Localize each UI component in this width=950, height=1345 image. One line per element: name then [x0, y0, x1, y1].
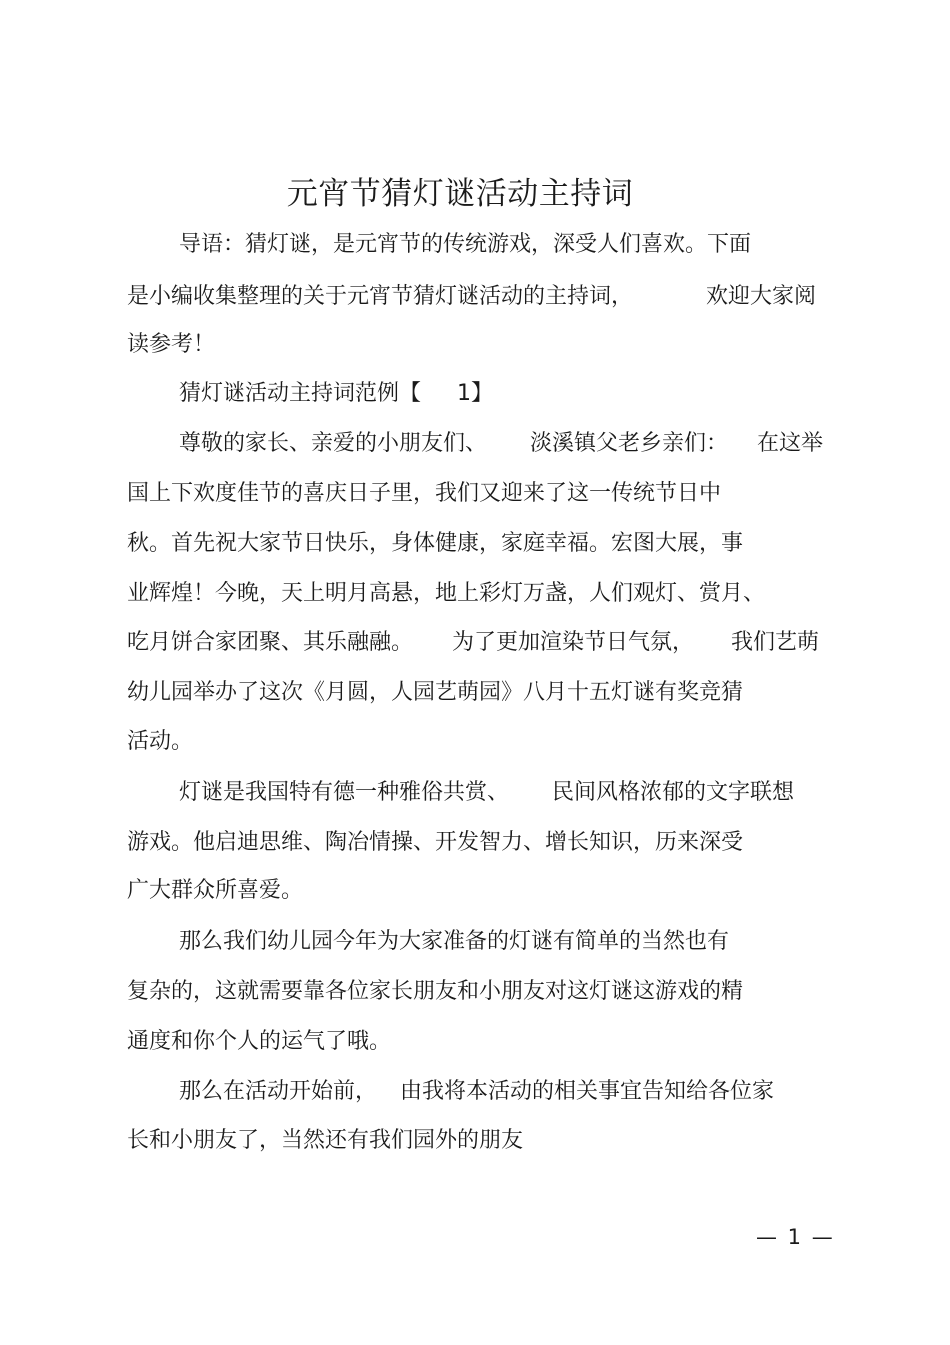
paragraph-line: 复杂的，这就需要靠各位家长朋友和小朋友对这灯谜这游戏的精: [127, 979, 744, 1004]
line-segment: 淡溪镇父老乡亲们：: [530, 431, 729, 456]
line-segment: 民间风格浓郁的文字联想: [552, 780, 795, 805]
line-segment: 为了更加渲染节日气氛，: [452, 630, 695, 655]
heading-number: 1】: [457, 381, 493, 406]
line-segment: 尊敬的家长、亲爱的小朋友们、: [179, 431, 488, 456]
line-segment: 欢迎大家阅: [706, 284, 817, 309]
paragraph-line: 幼儿园举办了这次《月圆，人园艺萌园》八月十五灯谜有奖竞猜: [127, 680, 744, 705]
paragraph-line: 通度和你个人的运气了哦。: [127, 1029, 392, 1054]
line-segment: 我们艺萌: [731, 630, 820, 655]
paragraph-line: 游戏。他启迪思维、陶冶情操、开发智力、增长知识，历来深受: [127, 830, 744, 855]
line-segment: 由我将本活动的相关事宜告知给各位家: [400, 1079, 775, 1104]
paragraph-line: 秋。首先祝大家节日快乐，身体健康，家庭幸福。宏图大展，事: [127, 531, 744, 556]
paragraph-line: 业辉煌！今晚，天上明月高悬，地上彩灯万盏，人们观灯、赏月、: [127, 581, 766, 606]
heading-text: 猜灯谜活动主持词范例【: [179, 381, 422, 406]
paragraph-line: 广大群众所喜爱。: [127, 878, 304, 903]
paragraph-line: 那么我们幼儿园今年为大家准备的灯谜有简单的当然也有: [179, 929, 730, 954]
paragraph-line: 读参考！: [127, 332, 216, 357]
paragraph-line: 导语：猜灯谜，是元宵节的传统游戏，深受人们喜欢。下面: [179, 232, 752, 257]
line-segment: 吃月饼合家团聚、其乐融融。: [127, 630, 414, 655]
line-segment: 灯谜是我国特有德一种雅俗共赏、: [179, 780, 510, 805]
paragraph-line: 活动。: [127, 729, 194, 754]
document-title: 元宵节猜灯谜活动主持词: [286, 176, 634, 212]
page-number: — 1 —: [756, 1225, 835, 1249]
line-segment: 在这举: [757, 431, 824, 456]
line-segment: 那么在活动开始前，: [179, 1079, 378, 1104]
line-segment: 是小编收集整理的关于元宵节猜灯谜活动的主持词，: [127, 284, 634, 309]
paragraph-line: 长和小朋友了，当然还有我们园外的朋友: [127, 1128, 524, 1153]
paragraph-line: 国上下欢度佳节的喜庆日子里，我们又迎来了这一传统节日中: [127, 481, 722, 506]
